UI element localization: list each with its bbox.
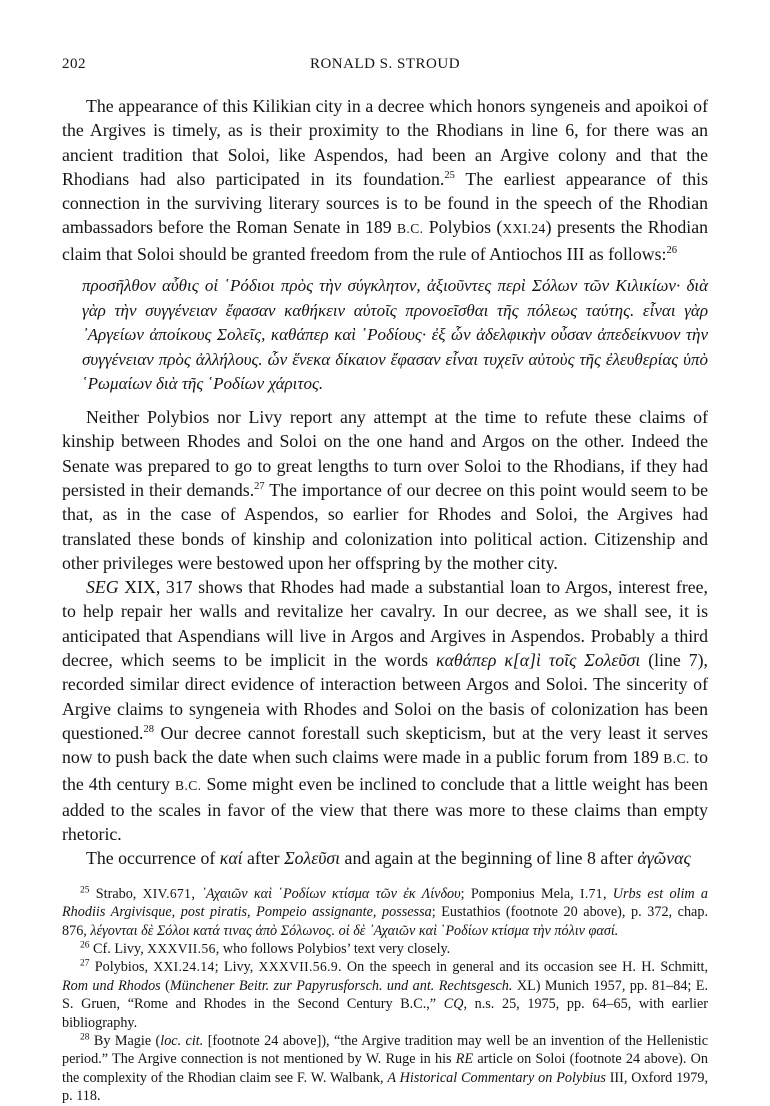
page — [62, 56, 708, 1106]
footnote-ref-25: 25 — [444, 169, 455, 181]
greek-phrase: καθάπερ κ[α]ὶ τοῖς Σολεῦσι — [436, 650, 641, 671]
paragraph-3: SEG XIX, 317 shows that Rhodes had made a substantial loan to Argos, interest free, to help repair her walls and revitalize her cavalry. In our decree, as we shall see, it is anticipated that Aspendians will live in Argos and Argives in Aspendos. Probably a third decree, which seems to be implicit in the words καθάπερ κ[α]ὶ τοῖς Σολεῦσι (line 7), recorded similar direct evidence of interaction between Argos and Soloi. The sincerity of Argive claims to syngeneia with Rhodes and Soloi on the basis of colonization has been questioned.$^{28}$ Our decree cannot forestall such skepticism, but at the very least it serves now to push back the date when such claims were made in a public forum from 189 B.C. to the 4th century B.C. Some might even be inclined to conclude that a little weight has been added to the scales in favor of the view that there was more to these claims than empty rhetoric. — [62, 577, 708, 845]
footnote-ref-26: 26 — [666, 244, 677, 256]
greek-quotation: προσῆλθον αὖθις οἱ ῾Ρόδιοι πρὸς τὴν σύγκλητον, ἀξιοῦντες περὶ Σόλων τῶν Κιλικίων· διὰ γὰρ τὴν συγγένειαν ἔφασαν καθήκειν αὑτοῖς προνοεῖσθαι τῆς πόλεως ταύτης. εἶναι γὰρ ᾽Αργείων ἀποίκους Σολεῖς, καθάπερ καὶ ῾Ροδίους· ἐξ ὧν ἀδελφικὴν οὖσαν ἀπεδείκνυον τὴν συγγένειαν πρὸς ἀλλήλους. ὧν ἕνεκα δίκαιον ἔφασαν εἶναι τυχεῖν αὐτοὺς τῆς ἐλευθερίας ὑπὸ ῾Ρωμαίων διὰ τῆς ῾Ροδίων χάριτος. — [82, 276, 708, 394]
footnote-ref-28: 28 — [143, 723, 154, 735]
page-header — [62, 56, 708, 78]
footnotes — [62, 885, 708, 1106]
page-number: 202 — [62, 56, 86, 72]
footnote-25: $^{25}$ Strabo, XIV.671, ᾽Αχαιῶν καὶ ῾Ροδίων κτίσμα τῶν ἐκ Λίνδου; Pomponius Mela, I.71, Urbs est olim a Rhodiis Argivisque, post piratis, Pompeio assignante, possessa; Eustathios (footnote 20 above), p. 372, chap. 876, λέγονται δὲ Σόλοι κατά τινας ἀπὸ Σόλωνος. οἱ δὲ ᾽Αχαιῶν καὶ ῾Ροδίων κτίσμα τὴν πόλιν φασί. — [62, 884, 709, 939]
paragraph-1: The appearance of this Kilikian city in a decree which honors syngeneis and apoikoi of the Argives is timely, as is their proximity to the Rhodians in line 6, for there was an ancient tradition that Soloi, like Aspendos, had been an Argive colony and that the Rhodians had also participated in its foundation.$^{25}$ The earliest appearance of this connection in the surviving literary sources is to be found in the speech of the Rhodian ambassadors before the Roman Senate in 189 B.C. Polybios (XXI.24) presents the Rhodian claim that Soloi should be granted freedom from the rule of Antiochos III as follows:$^{26}$ — [62, 96, 708, 264]
running-head: RONALD S. STROUD — [309, 56, 461, 72]
main-text — [62, 94, 708, 871]
footnote-27: $^{27}$ Polybios, XXI.24.14; Livy, XXXVII.56.9. On the speech in general and its occasion see H. H. Schmitt, Rom und Rhodos (Münchener Beitr. zur Papyrusforsch. und ant. Rechtsgesch. XL) Munich 1957, pp. 81–84; E. S. Gruen, “Rome and Rhodes in the Second Century B.C.,” CQ, n.s. 25, 1975, pp. 64–65, with earlier bibliography. — [62, 958, 709, 1031]
footnote-28: $^{28}$ By Magie (loc. cit. [footnote 24 above]), “the Argive tradition may well be an invention of the Hellenistic period.” The Argive connection is not mentioned by W. Ruge in his RE article on Soloi (footnote 24 above). On the complexity of the Rhodian claim see F. W. Walbank, A Historical Commentary on Polybius III, Oxford 1979, p. 118. — [62, 1032, 709, 1105]
paragraph-4: The occurrence of καί after Σολεῦσι and again at the beginning of line 8 after ἀγῶνας — [86, 848, 691, 869]
footnote-ref-27: 27 — [254, 481, 265, 493]
footnote-26: $^{26}$ Cf. Livy, XXXVII.56, who follows Polybios’ text very closely. — [80, 940, 451, 957]
paragraph-2: Neither Polybios nor Livy report any attempt at the time to refute these claims of kinship between Rhodes and Soloi on the one hand and Argos on the other. Indeed the Senate was prepared to go to great lengths to turn over Soloi to the Rhodians, if they had persisted in their demands.$^{27}$ The importance of our decree on this point would seem to be that, as in the case of Aspendos, so earlier for Rhodes and Soloi, the Argives had translated these bonds of kinship and colonization into political action. Citizenship and other privileges were bestowed upon her offspring by the mother city. — [62, 407, 708, 573]
